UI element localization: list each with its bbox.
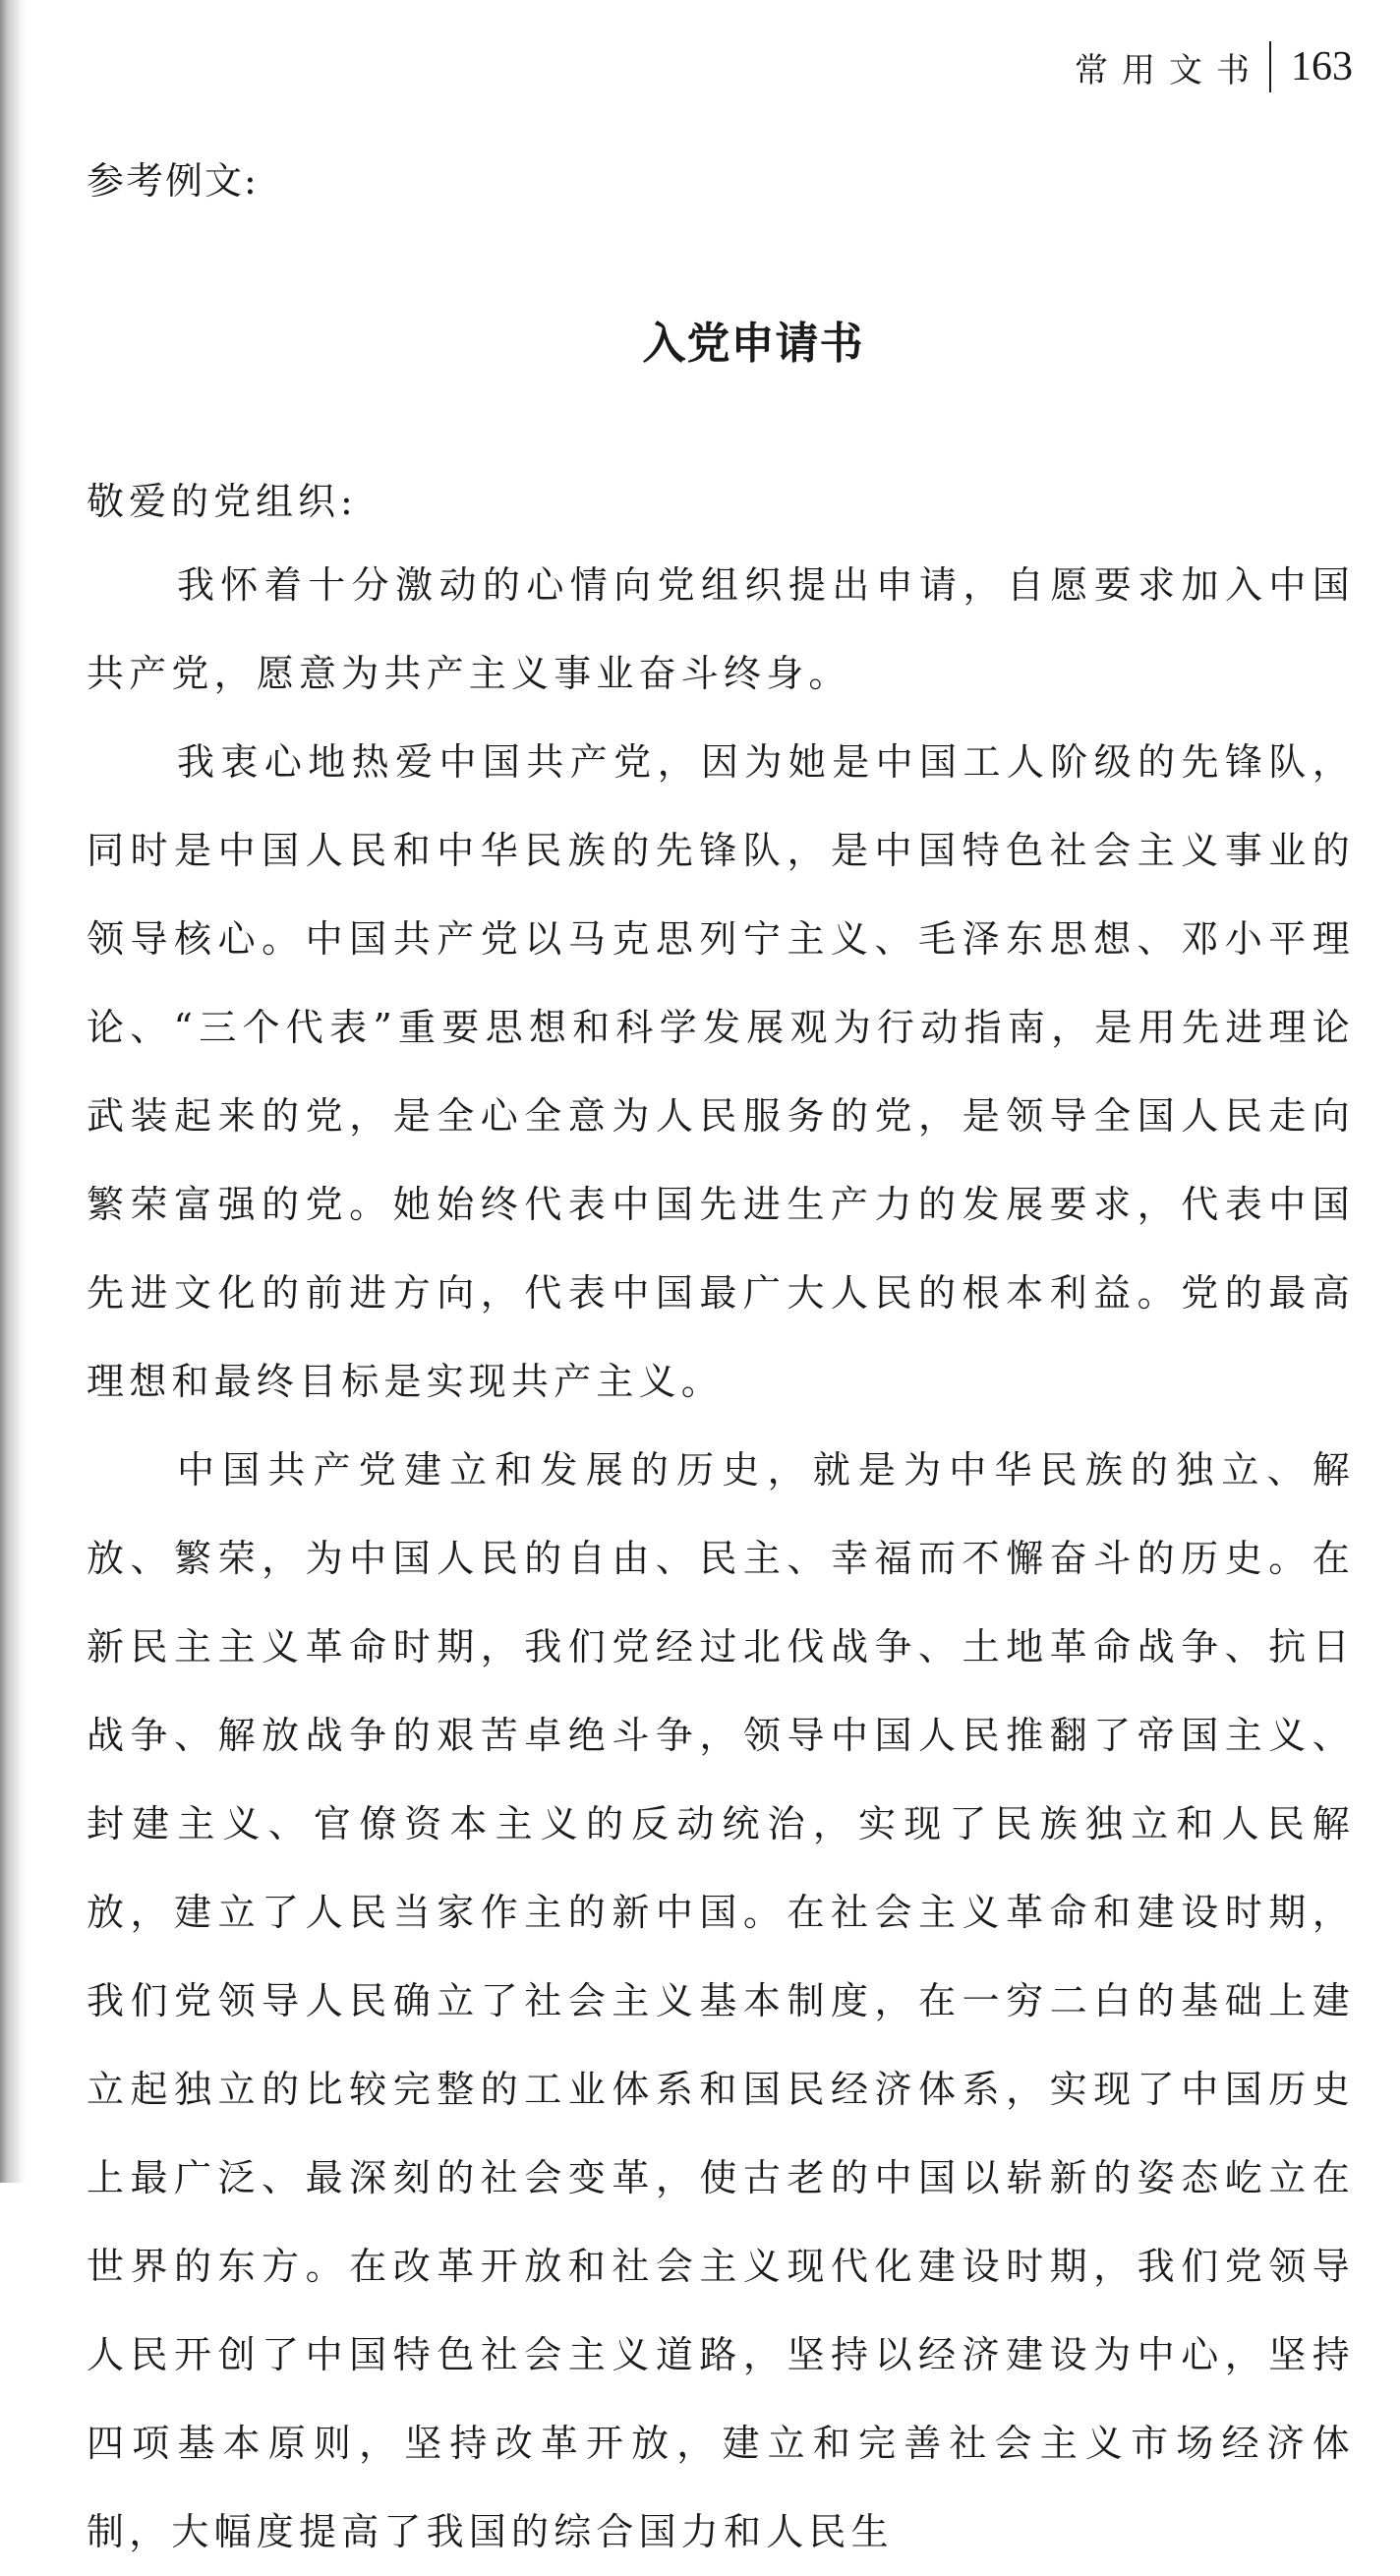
paragraph-1: 我怀着十分激动的心情向党组织提出申请，自愿要求加入中国共产党，愿意为共产主义事业奋斗终身。 [87, 563, 1355, 695]
paragraph-2: 我衷心地热爱中国共产党，因为她是中国工人阶级的先锋队，同时是中国人民和中华民族的先锋队，是中国特色社会主义事业的领导核心。中国共产党以马克思列宁主义、毛泽东思想、邓小平理论、“三个代表”重要思想和科学发展观为行动指南，是用先进理论武装起来的党，是全心全意为人民服务的党，是领导全国人民走向繁荣富强的党。她始终代表中国先进生产力的发展要求，代表中国先进文化的前进方向，代表中国最广大人民的根本利益。党的最高理想和最终目标是实现共产主义。 [87, 740, 1355, 1403]
page-number: 163 [1291, 44, 1353, 89]
header-section-title: 常用文书 [1075, 50, 1263, 90]
book-spine-shadow [0, 0, 26, 2183]
reference-label: 参考例文: [87, 159, 259, 203]
running-header [1075, 35, 1353, 98]
page-body [87, 153, 1355, 2576]
header-divider [1269, 41, 1271, 92]
salutation: 敬爱的党组织: [87, 480, 358, 523]
document-title: 入党申请书 [642, 319, 864, 369]
paragraph-3: 中国共产党建立和发展的历史，就是为中华民族的独立、解放、繁荣，为中国人民的自由、民主、幸福而不懈奋斗的历史。在新民主主义革命时期，我们党经过北伐战争、土地革命战争、抗日战争、解放战争的艰苦卓绝斗争，领导中国人民推翻了帝国主义、封建主义、官僚资本主义的反动统治，实现了民族独立和人民解放，建立了人民当家作主的新中国。在社会主义革命和建设时期，我们党领导人民确立了社会主义基本制度，在一穷二白的基础上建立起独立的比较完整的工业体系和国民经济体系，实现了中国历史上最广泛、最深刻的社会变革，使古老的中国以崭新的姿态屹立在世界的东方。在改革开放和社会主义现代化建设时期，我们党领导人民开创了中国特色社会主义道路，坚持以经济建设为中心，坚持四项基本原则，坚持改革开放，建立和完善社会主义市场经济体制，大幅度提高了我国的综合国力和人民生 [87, 1448, 1355, 2553]
